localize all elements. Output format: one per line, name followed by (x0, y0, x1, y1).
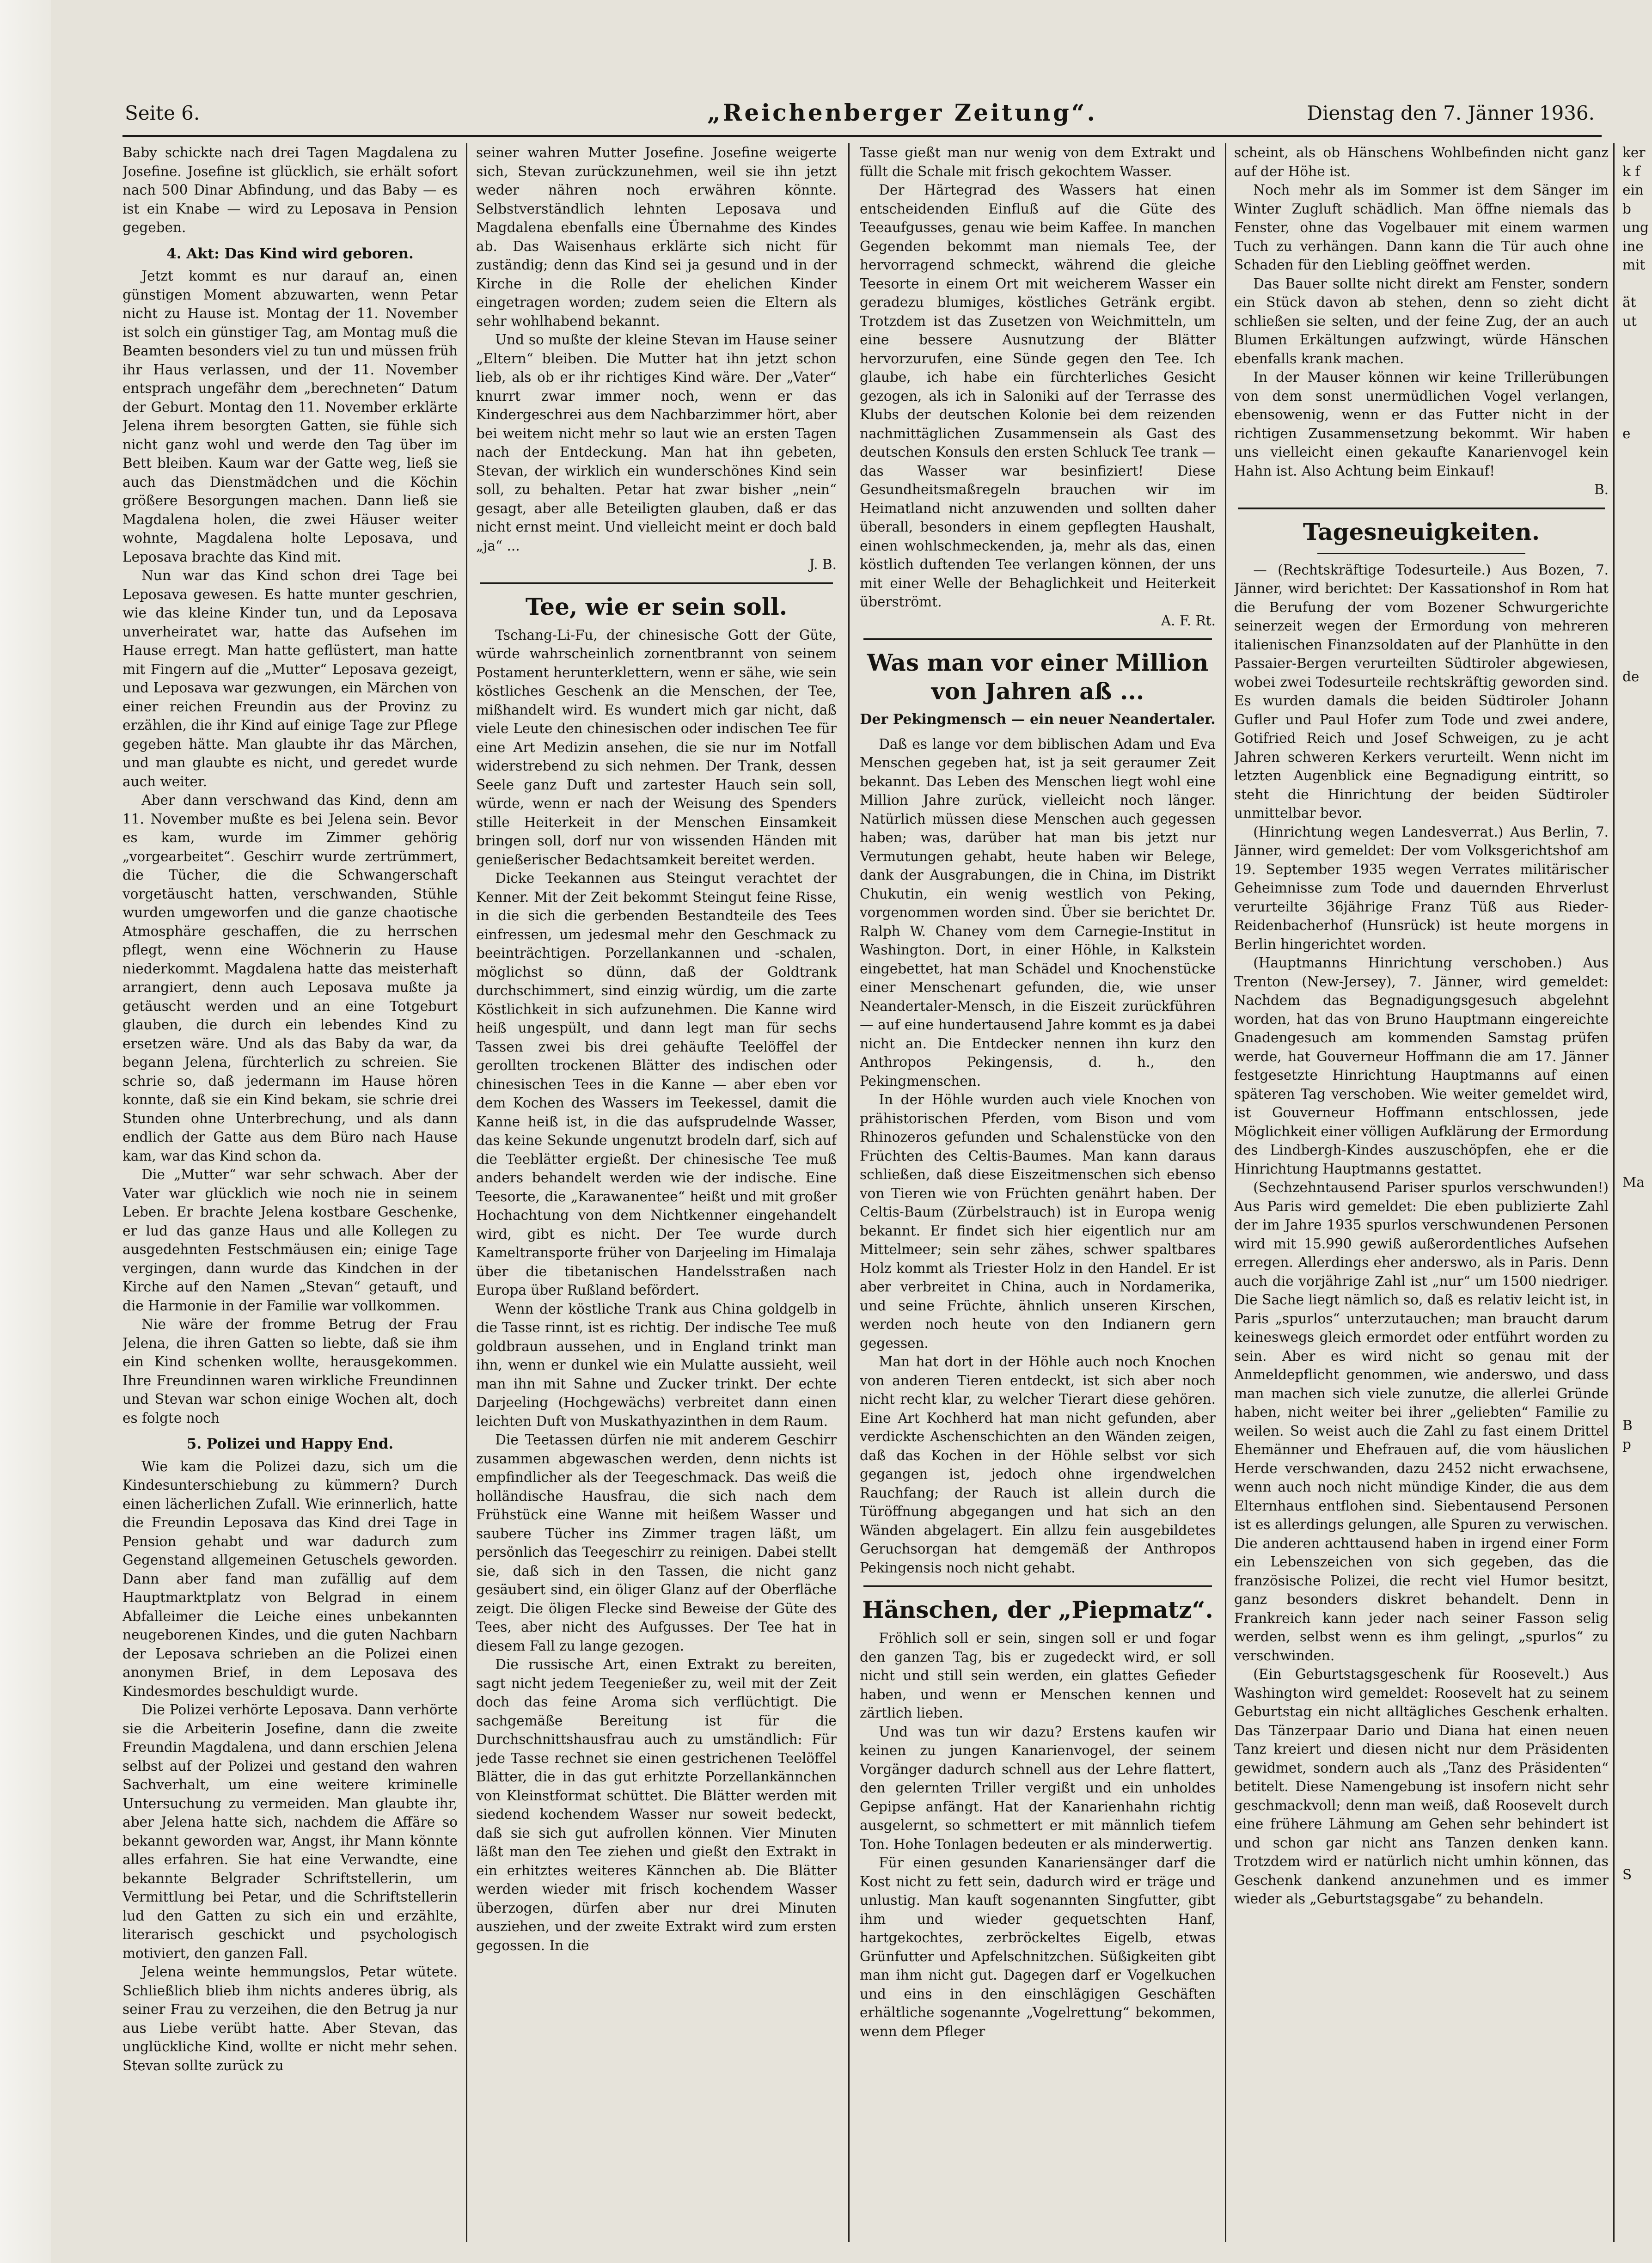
cutoff-line: ut (1622, 313, 1637, 329)
cutoff-line (1622, 705, 1652, 724)
cutoff-line (1622, 1248, 1652, 1267)
article-title: Was man vor einer Million von Jahren aß ... (867, 649, 1209, 705)
cutoff-line (1622, 1547, 1652, 1566)
column-1 (122, 143, 458, 2242)
paragraph: Und so mußte der kleine Stevan im Hause seiner „Eltern“ bleiben. Die Mutter hat ihn jetzt schon lieb, als ob er ihr richtiges Kind wäre. Der „Vater“ knurrt zwar immer noch, wenn er das Kindergeschrei aus dem Nachbarzimmer hört, aber bei weitem nicht mehr so laut wie an ersten Tagen nach der Entdeckung. Man hat ihn gebeten, Stevan, der wirklich ein wunderschönes Kind sein soll, zu behalten. Petar hat zwar bisher „nein“ gesagt, aber alle Beteiligten glauben, daß er das nicht ernst meint. Und vielleicht meint er doch bald „ja“ ... (476, 332, 837, 554)
article-separator (863, 638, 1212, 640)
section-heading: 4. Akt: Das Kind wird geboren. (166, 245, 414, 262)
cutoff-line (1622, 892, 1652, 911)
author-signature: J. B. (809, 557, 837, 572)
cutoff-line (1622, 555, 1652, 574)
paragraph: In der Mauser können wir keine Trillerübungen von dem sonst unermüdlichen Vogel verlangen, ebensowenig, wenn er das Futter nicht in der richtigen Zusammensetzung bekommt. Wir haben uns vielleicht einen gekaufte Kanarienvogel kein Hahn ist. Also Achtung beim Einkauf! (1234, 369, 1609, 479)
cutoff-line (1622, 1004, 1652, 1023)
cutoff-line (1622, 537, 1652, 556)
header-rule (122, 135, 1602, 137)
cutoff-line: ine (1622, 238, 1644, 254)
column-rule (1613, 143, 1615, 2242)
paragraph: Nun war das Kind schon drei Tage bei Leposava gewesen. Es hatte munter geschrien, wie das kleine Kinder tun, und da Leposava unverheiratet war, hatte das Aufsehen im Hause erregt. Man hatte geflüstert, man hatte mit Fingern auf die „Mutter“ Leposava gezeigt, und Leposava war gezwungen, ein Märchen von einer reichen Freundin aus der Provinz zu erzählen, die ihr Kind auf einige Tage zur Pflege gegeben hätte. Man glaubte ihr das Märchen, und man glaubte es nicht, und geredet wurde auch weiter. (122, 568, 458, 789)
cutoff-line (1622, 349, 1652, 368)
cutoff-line (1622, 2147, 1652, 2165)
news-item: (Ein Geburtstagsgeschenk für Roosevelt.) Aus Washington wird gemeldet: Roosevelt hat zu seinem Geburtstag ein nicht alltägliches Geschenk erhalten. Das Tänzerpaar Dario und Diana hat einen neuen Tanz kreiert und diesen nicht nur dem Präsidenten gewidmet, sondern auch als „Tanz des Präsidenten“ betitelt. Diese Namengebung ist insofern nicht sehr geschmackvoll; denn man weiß, daß Roosevelt durch eine frühere Lähmung am Gehen sehr behindert ist und schon gar nicht ans Tanzen denken kann. Trotzdem wird er natürlich nicht umhin können, das Geschenk dankend anzunehmen und es immer wieder als „Geburtstagsgabe“ zu behandeln. (1234, 1666, 1609, 1907)
paragraph: Für einen gesunden Kanariensänger darf die Kost nicht zu fett sein, dadurch wird er träge und unlustig. Man kauft sogenannten Singfutter, gibt ihm und wieder gequetschten Hanf, hartgekochtes, zerbröckeltes Eigelb, etwas Grünfutter und Apfelschnitzchen. Süßigkeiten gibt man ihm nicht gut. Dagegen darf er Vogelkuchen und eins in den einschlägigen Geschäften erhältliche sogenannte „Vogelrettung“ bekommen, wenn dem Pfleger (860, 1855, 1216, 2039)
cutoff-line (1622, 874, 1652, 893)
column-rule (848, 143, 850, 2242)
cutoff-line (1622, 686, 1652, 705)
cutoff-line (1622, 930, 1652, 948)
cutoff-line (1622, 368, 1652, 387)
cutoff-line: ät (1622, 294, 1636, 310)
cutoff-line (1622, 405, 1652, 424)
cutoff-line (1622, 443, 1652, 462)
paragraph: Aber dann verschwand das Kind, denn am 11. November mußte es bei Jelena sein. Bevor es kam, wurde im Zimmer gehörig „vorgearbeitet“. Geschirr wurde zertrümmert, die Tücher, die die Schwangerschaft vorgetäuscht hatten, verschwanden, Stühle wurden umgeworfen und die ganze chaotische Atmosphäre geschaffen, die zu herrschen pflegt, wenn eine Wöchnerin zu Hause niederkommt. Magdalena hatte das meisterhaft arrangiert, denn auch Leposava mußte ja getäuscht werden und an eine Totgeburt glauben, die durch ein lebendes Kind zu ersetzen wäre. Und als das Baby da war, da begann Jelena, fürchterlich zu schreien. Sie schrie so, daß jedermann im Hause hören konnte, daß sie ein Kind bekam, sie schrie drei Stunden ohne Unterbrechung, und als dann endlich der Gatte aus dem Büro nach Hause kam, war das Kind schon da. (122, 792, 458, 1164)
cutoff-line (1622, 986, 1652, 1005)
scan-margin (0, 0, 51, 2263)
cutoff-line (1622, 1810, 1652, 1829)
cutoff-line (1622, 1454, 1652, 1473)
column-4 (1234, 143, 1609, 2242)
cutoff-line: k f (1622, 163, 1640, 179)
cutoff-line: p (1622, 1436, 1631, 1452)
cutoff-line (1622, 1117, 1652, 1136)
cutoff-line (1622, 1678, 1652, 1697)
cutoff-line (1622, 1529, 1652, 1547)
cutoff-line (1622, 330, 1652, 349)
cutoff-line (1622, 2109, 1652, 2128)
news-item: (Sechzehntausend Pariser spurlos verschwunden!) Aus Paris wird gemeldet: Die eben publizierte Zahl der im Jahre 1935 spurlos verschwundenen Personen wird mit 15.990 gewiß außerordentliches Aufsehen erregen. Allerdings eher anderswo, als in Paris. Denn auch die vorjährige Zahl ist „nur“ um 1500 niedriger. Die Sache liegt nämlich so, daß es relativ leicht ist, in Paris „spurlos“ unterzutauchen; man braucht darum keineswegs gleich ermordet oder entführt worden zu sein. Aber es wird nicht so genau mit der Anmeldepflicht genommen, wie anderswo, und dass man machen sich viele zunutze, die allerlei Gründe haben, nicht weiter bei ihrer „geliebten“ Familie zu weilen. So weist auch die Zahl zu fast einem Drittel Ehemänner und Ehefrauen auf, die vom häuslichen Herde verschwanden, dazu 2452 nicht erwachsene, wenn auch noch nicht mündige Kinder, die aus dem Elternhaus entflohen sind. Siebentausend Personen ist es allerdings gelungen, alle Spuren zu verwischen. Die anderen achttausend haben in irgend einer Form ein Lebenszeichen von sich gegeben, das die französische Polizei, die recht viel Humor besitzt, ganz besonders diskret behandelt. Denn in Frankreich kann jeder nach seiner Fasson selig werden, selbst wenn es ihm gelingt, „spurlos“ zu verschwinden. (1234, 1180, 1609, 1664)
cutoff-line (1622, 1641, 1652, 1660)
cutoff-line (1622, 593, 1652, 612)
cutoff-line (1622, 2090, 1652, 2109)
cutoff-line (1622, 1154, 1652, 1173)
cutoff-line (1622, 480, 1652, 499)
column-rule (466, 143, 467, 2242)
column-rule (1225, 143, 1226, 2242)
cutoff-line (1622, 1828, 1652, 1847)
cutoff-line (1622, 387, 1652, 406)
cutoff-line (1622, 2072, 1652, 2091)
column-2 (476, 143, 837, 2242)
cutoff-line (1622, 1360, 1652, 1379)
cutoff-line (1622, 1753, 1652, 1772)
cutoff-line (1622, 1959, 1652, 1978)
cutoff-line (1622, 1023, 1652, 1042)
paragraph: Der Härtegrad des Wassers hat einen entscheidenden Einfluß auf die Güte des Teeaufgusses, genau wie beim Kaffee. In manchen Gegenden bekommt man niemals Tee, der hervorragend schmeckt, während die gleiche Teesorte in einem Ort mit weicherem Wasser ein geradezu blumiges, köstliches Getränk ergibt. Trotzdem ist das Zusetzen von Weichmitteln, um eine bessere Ausnutzung der Blätter hervorzurufen, eine Sünde gegen den Tee. Ich glaube, ich habe ein fürchterliches Gesicht gezogen, als ich in Saloniki auf der Terrasse des Klubs der deutschen Kolonie bei dem reizenden nachmittäglichen Zusammensein als Gast des deutschen Konsuls den ersten Schluck Tee trank — das Wasser war besinfiziert! Diese Gesundheitsmaßregeln brauchen wir im Heimatland nicht anzuwenden und sollten daher überall, besonders in einem gepflegten Haushalt, einen wohlschmeckenden, ja, mehr als das, einen köstlich duftenden Tee verlangen können, der uns mit einer Welle der Behaglichkeit und Heiterkeit überströmt. (860, 182, 1216, 610)
cutoff-line (1622, 836, 1652, 855)
cutoff-line (1622, 2202, 1652, 2221)
page-number: Seite 6. (125, 102, 200, 124)
cutoff-line (1622, 2221, 1652, 2240)
paragraph: Wie kam die Polizei dazu, sich um die Kindesunterschiebung zu kümmern? Durch einen lächerlichen Zufall. Wie erinnerlich, hatte die Freundin Leposava das Kind drei Tage in Pension gehabt und war dadurch zum Gegenstand allgemeinen Getuschels geworden. Dann aber fand man zufällig auf dem Hauptmarktplatz von Belgrad in einem Abfalleimer die Leiche eines unbekannten neugeborenen Kindes, und die guten Nachbarn der Leposava schrieben an die Polizei einen anonymen Brief, in dem Leposava des Kindesmordes beschuldigt wurde. (122, 1458, 458, 1699)
cutoff-line (1622, 518, 1652, 537)
paragraph: Das Bauer sollte nicht direkt am Fenster, sondern ein Stück davon ab stehen, denn so zieht dicht schließen sie selten, und der feine Zug, der an auch Blumen Erkältungen aufzwingt, würde Hänschen ebenfalls krank machen. (1234, 275, 1609, 367)
cutoff-line (1622, 1266, 1652, 1285)
cutoff-line (1622, 1510, 1652, 1529)
cutoff-line (1622, 1884, 1652, 1903)
cutoff-line: mit (1622, 257, 1646, 273)
paragraph: Tschang-Li-Fu, der chinesische Gott der Güte, würde wahrscheinlich zornentbrannt von seinem Postament herunterklettern, wenn er sähe, wie sein köstliches Geschenk an die Menschen, der Tee, mißhandelt wird. Es wundert mich gar nicht, daß viele Leute den chinesischen oder indischen Tee für eine Art Medizin ansehen, die sie nur im Notfall widerstrebend zu sich nehmen. Der Trank, dessen Seele ganz Duft und zartester Hauch sein soll, würde, wenn er nach der Weisung des Spenders stille Heiterkeit in der Menschen Einsamkeit bringen soll, dorf nur von wissenden Händen mit genießerischer Bedachtsamkeit bereitet werden. (476, 627, 837, 868)
paragraph: Baby schickte nach drei Tagen Magdalena zu Josefine. Josefine ist glücklich, sie erhält sofort nach 500 Dinar Abfindung, und das Baby — es ist ein Knabe — wird zu Leposava in Pension gegeben. (122, 145, 458, 235)
cutoff-line (1622, 1211, 1652, 1229)
cutoff-line: e (1622, 425, 1631, 441)
paragraph: Und was tun wir dazu? Erstens kaufen wir keinen zu jungen Kanarienvogel, der seinem Vorgänger dadurch schnell aus der Lehre flattert, den gelernten Triller vergißt und ein unholdes Gepipse anfängt. Hat der Kanarienhahn richtig ausgelernt, so schmettert er mit männlich tiefem Ton. Hohe Tonlagen bedeuten er als minderwertig. (860, 1724, 1216, 1852)
paragraph: Die Teetassen dürfen nie mit anderem Geschirr zusammen abgewaschen werden, denn nichts ist empfindlicher als der Teegeschmack. Das weiß die holländische Hausfrau, die sich nach dem Frühstück eine Wanne mit heißem Wasser und saubere Tücher ins Zimmer tragen läßt, um persönlich das Teegeschirr zu reinigen. Dabei stellt sie, daß sich in den Tassen, die nicht ganz gesäubert sind, ein öliger Glanz auf der Oberfläche zeigt. Die öligen Flecke sind Beweise der Güte des Tees, aber nicht des Aufgusses. Der Tee hat in diesem Fall zu lange gezogen. (476, 1432, 837, 1654)
cutoff-line (1622, 1398, 1652, 1417)
paragraph: Wenn der köstliche Trank aus China goldgelb in die Tasse rinnt, ist es richtig. Der indische Tee muß goldbraun aussehen, und in England trinkt man ihn, wenn er dunkel wie ein Mulatte aussieht, weil man ihn mit Sahne und Zucker trinkt. Der echte Darjeeling (Hochgewächs) verbreitet dann einen leichten Duft von Muskathyazinthen in dem Raum. (476, 1301, 837, 1429)
paragraph: seiner wahren Mutter Josefine. Josefine weigerte sich, Stevan zurückzunehmen, weil sie ihn jetzt weder nähren noch erwähren könnte. Selbstverständlich lehnten Leposava und Magdalena ebenfalls eine Übernahme des Kindes ab. Das Waisenhaus erklärte sich nicht für zuständig; denn das Kind sei ja gesund und in der Kirche in die Rolle der ehelichen Kinder eingetragen worden; zudem seien die Eltern als sehr wohlhabend bekannt. (476, 145, 837, 329)
section-title: Tagesneuigkeiten. (1303, 518, 1540, 545)
cutoff-line (1622, 780, 1652, 799)
paragraph: Fröhlich soll er sein, singen soll er und fogar den ganzen Tag, bis er zugedeckt wird, er soll nicht und still sein werden, ein glattes Gefieder haben, und wenn er Menschen kennen und zärtlich lieben. (860, 1630, 1216, 1721)
cutoff-line (1622, 1735, 1652, 1754)
cutoff-line (1622, 1341, 1652, 1360)
paragraph: In der Höhle wurden auch viele Knochen von prähistorischen Pferden, vom Bison und vom Rhinozeros gefunden und Schalenstücke von den Früchten des Celtis-Baumes. Man kann daraus schließen, daß diese Eiszeitmenschen sich ebenso von Tieren wie von Früchten genährt haben. Der Celtis-Baum (Zürbelstrauch) ist in Europa wenig bekannt. Er findet sich hier eigentlich nur am Mittelmeer; sein sehr zähes, schwer spaltbares Holz kommt als Triester Holz in den Handel. Er ist aber verbreitet in China, auch in Nordamerika, und seine Früchte, ähnlich unseren Kirschen, werden noch heute von den Indianern gern gegessen. (860, 1092, 1216, 1351)
cutoff-line (1622, 1304, 1652, 1323)
cutoff-line (1622, 2184, 1652, 2203)
cutoff-line (1622, 1622, 1652, 1641)
cutoff-line: ein (1622, 182, 1644, 198)
paragraph: Jetzt kommt es nur darauf an, einen günstigen Moment abzuwarten, wenn Petar nicht zu Hause ist. Montag der 11. November ist solch ein günstiger Tag, am Montag muß die Beamten besonders viel zu tun und müssen früh ihr Haus verlassen, und der 11. November entsprach ungefähr dem „berechneten“ Datum der Geburt. Montag den 11. November erklärte Jelena ihrem besorgten Gatten, sie fühle sich nicht ganz wohl und werde den Tag über im Bett bleiben. Kaum war der Gatte weg, ließ sie auch das Dienstmädchen und die Köchin größere Besorgungen machen. Dann ließ sie Magdalena holen, die zwei Häuser weiter wohnte, Magdalena holte Leposava, und Leposava brachte das Kind mit. (122, 268, 458, 565)
cutoff-line (1622, 799, 1652, 818)
article-separator (480, 582, 833, 584)
cutoff-line: de (1622, 669, 1640, 685)
article-separator (863, 1585, 1212, 1587)
news-item: (Hauptmanns Hinrichtung verschoben.) Aus Trenton (New-Jersey), 7. Jänner, wird gemeldet: Nachdem das Begnadigungsgesuch abgelehnt worden, hat das von Bruno Hauptmann eingereichte Gnadengesuch am kommenden Samstag prüfen werde, hat Gouverneur Hoffmann die am 17. Jänner festgesetzte Hinrichtung Hauptmanns auf einen späteren Tag verschoben. Wie weiter gemeldet wird, ist Gouverneur Hoffmann entschlossen, jede Möglichkeit einer völligen Aufklärung der Ermordung des Lindbergh-Kindes auszuschöpfen, ehe er die Hinrichtung Hauptmanns gestattet. (1234, 955, 1609, 1177)
cutoff-line (1622, 1192, 1652, 1211)
page-header (125, 97, 1595, 129)
cutoff-line: b (1622, 201, 1631, 217)
cutoff-line (1622, 2015, 1652, 2034)
cutoff-line (1622, 761, 1652, 780)
paragraph: Die Polizei verhörte Leposava. Dann verhörte sie die Arbeiterin Josefine, dann die zweite Freundin Magdalena, und dann erschien Jelena selbst auf der Polizei und gestand den wahren Sachverhalt, um eine weitere kriminelle Untersuchung zu vermeiden. Man glaubte ihr, aber Jelena hatte sich, nachdem die Affäre so bekannt geworden war, Angst, ihr Mann könnte alles erfahren. Sie hat eine Verwandte, eine bekannte Belgrader Schriftstellerin, um Vermittlung bei Petar, und die Schriftstellerin lud den Gatten zu sich ein und erzählte, literarisch geschickt und psychologisch motiviert, den ganzen Fall. (122, 1702, 458, 1961)
paragraph: Jelena weinte hemmungslos, Petar wütete. Schließlich blieb ihm nichts anderes übrig, als seiner Frau zu verzeihen, die den Betrug ja nur aus Liebe verübt hatte. Aber Stevan, das unglückliche Kind, wollte er nicht mehr sehen. Stevan sollte zurück zu (122, 1964, 458, 2073)
cutoff-line (1622, 1847, 1652, 1866)
cutoff-line (1622, 2053, 1652, 2072)
cutoff-line (1622, 2165, 1652, 2184)
cutoff-line (1622, 1379, 1652, 1398)
paragraph: Tasse gießt man nur wenig von dem Extrakt und füllt die Schale mit frisch gekochtem Wasser. (860, 145, 1216, 179)
paragraph: scheint, als ob Hänschens Wohlbefinden nicht ganz auf der Höhe ist. (1234, 145, 1609, 179)
cutoff-line (1622, 911, 1652, 930)
article-title: Hänschen, der „Piepmatz“. (862, 1596, 1213, 1623)
cutoff-line (1622, 1136, 1652, 1155)
cutoff-line (1622, 2240, 1652, 2242)
cutoff-line (1622, 1323, 1652, 1342)
cutoff-line (1622, 1566, 1652, 1585)
cutoff-line (1622, 1285, 1652, 1304)
cutoff-line: Ma (1622, 1174, 1645, 1190)
article-separator (1238, 508, 1605, 509)
paragraph: Die russische Art, einen Extrakt zu bereiten, sagt nicht jedem Teegenießer zu, weil mit der Zeit doch das feine Aroma sich verflüchtigt. Die sachgemäße Bereitung ist für die Durchschnittshausfrau auch zu umständlich: Für jede Tasse rechnet sie einen gestrichenen Teelöffel Blätter, die in das gut erhitzte Porzellankännchen von Kleinstformat schüttet. Die Blätter werden mit siedend kochendem Wasser nur soweit bedeckt, daß sie sich gut aufrollen können. Vier Minuten läßt man den Tee ziehen und gießt den Extrakt in ein erhitztes weiteres Kännchen ab. Die Blätter werden wieder mit frisch kochendem Wasser überzogen, dürfen aber nur drei Minuten ausziehen, und der zweite Extrakt wird zum ersten gegossen. In die (476, 1657, 837, 1953)
cutoff-line (1622, 1473, 1652, 1492)
cutoff-line (1622, 499, 1652, 518)
cutoff-line (1622, 742, 1652, 761)
cutoff-line (1622, 1772, 1652, 1791)
section-heading: 5. Polizei und Happy End. (186, 1436, 394, 1452)
cutoff-line (1622, 1585, 1652, 1604)
cutoff-line: B (1622, 1418, 1633, 1433)
cutoff-line (1622, 1603, 1652, 1622)
cutoff-line (1622, 1098, 1652, 1117)
cutoff-line (1622, 1079, 1652, 1098)
cutoff-line (1622, 612, 1652, 630)
cutoff-line (1622, 630, 1652, 649)
cutoff-line: S (1622, 1867, 1632, 1883)
cutoff-line (1622, 1660, 1652, 1679)
paragraph: Die „Mutter“ war sehr schwach. Aber der Vater war glücklich wie noch nie in seinem Leben. Er brachte Jelena kostbare Geschenke, er lud das ganze Haus und alle Kollegen zu ausgedehnten Festschmäusen ein; einige Tage vergingen, dann wurde das Kindchen in der Kirche auf den Namen „Stevan“ getauft, und die Harmonie in der Familie war vollkommen. (122, 1167, 458, 1314)
author-signature: A. F. Rt. (1161, 612, 1216, 629)
cutoff-line (1622, 2128, 1652, 2147)
cutoff-line (1622, 967, 1652, 986)
news-item: — (Rechtskräftige Todesurteile.) Aus Bozen, 7. Jänner, wird berichtet: Der Kassationshof in Rom hat die Berufung der vom Bozener Schwurgerichte seinerzeit wegen der Ermordung von mehreren italienischen Finanzsoldaten auf der Planhütte in den Passaier-Bergen verurteilten Südtiroler abgewiesen, wobei zwei Todesurteile rechtskräftig geworden sind. Es wurden damals die beiden Südtiroler Johann Gufler und Paul Hofer zum Tode und zwei andere, Gotifried Reich und Josef Schweigen, zu je acht Jahren schweren Kerkers verurteilt. Wenn nicht im letzten Augenblick eine Begnadigung eintritt, so steht die Hinrichtung der beiden Südtiroler unmittelbar bevor. (1234, 562, 1609, 821)
article-title: Tee, wie er sein soll. (525, 593, 788, 620)
paragraph: Man hat dort in der Höhle auch noch Knochen von anderen Tieren entdeckt, ist sich aber noch nicht recht klar, zu welcher Tierart diese gehören. Eine Art Kochherd hat man nicht gefunden, aber verdickte Aschenschichten an den Wänden zeigen, daß das Kochen in der Höhle selbst vor sich gegangen ist, jedoch ohne irgendwelchen Rauchfang; der Rauch ist allein durch die Türöffnung abgegangen und hat sich an den Wänden abgelagert. Ein allzu fein ausgebildetes Geruchsorgan hat demgemäß der Anthropos Pekingensis noch nicht gehabt. (860, 1354, 1216, 1576)
cutoff-line: ung (1622, 220, 1649, 235)
cutoff-line (1622, 1791, 1652, 1810)
author-signature: B. (1594, 482, 1609, 497)
cutoff-line (1622, 855, 1652, 874)
cutoff-line (1622, 462, 1652, 481)
paragraph: Noch mehr als im Sommer ist dem Sänger im Winter Zugluft schädlich. Man öffne niemals das Fenster, ohne das Vogelbauer mit einem warmen Tuch zu verhängen. Dann kann die Tür auch ohne Schaden für den Liebling geöffnet werden. (1234, 182, 1609, 273)
cutoff-line (1622, 1978, 1652, 1997)
cutoff-line (1622, 1997, 1652, 2016)
cutoff-line (1622, 1922, 1652, 1941)
cutoff-line (1622, 1061, 1652, 1080)
article-subtitle: Der Pekingmensch — ein neuer Neandertaler. (860, 711, 1216, 728)
cutoff-line (1622, 574, 1652, 593)
column-5-cutoff (1622, 143, 1652, 2242)
newspaper-title: „Reichenberger Zeitung“. (707, 99, 1097, 126)
news-item: (Hinrichtung wegen Landesverrat.) Aus Berlin, 7. Jänner, wird gemeldet: Der vom Volksgerichtshof am 19. September 1935 wegen Verrates militärischer Geheimnisse zum Tode und dauernden Ehrverlust verurteilte 36jährige Franz Tüß aus Rieder-Reidenbacherhof (Hunsrück) ist heute morgens in Berlin hingerichtet worden. (1234, 824, 1609, 952)
cutoff-line: ker (1622, 145, 1646, 160)
cutoff-line (1622, 1903, 1652, 1922)
cutoff-line (1622, 649, 1652, 668)
title-underline (1317, 553, 1525, 554)
cutoff-line (1622, 1716, 1652, 1735)
paragraph: Dicke Teekannen aus Steingut verachtet der Kenner. Mit der Zeit bekommt Steingut feine Risse, in die sich die gerbenden Bestandteile des Tees einfressen, um jedesmal mehr den Geschmack zu beeinträchtigen. Porzellankannen und -schalen, möglichst so dünn, daß der Goldtrank durchschimmert, sind einzig würdig, um die zarte Köstlichkeit in sich aufzunehmen. Die Kanne wird heiß ungespült, und dann legt man für sechs Tassen zwei bis drei gehäufte Teelöffel der gerollten trockenen Blätter des indischen oder chinesischen Tees in die Kanne — aber eben vor dem Kochen des Wassers im Teekessel, damit die Kanne heiß ist, in die das aufsprudelnde Wasser, das keine Sekunde ungenutzt brodeln darf, sich auf die Teeblätter ergießt. Der chinesische Tee muß anders behandelt werden wie der indische. Eine Teesorte, die „Karawanentee“ heißt und mit großer Hochachtung von dem Nichtkenner eingehandelt wird, gibt es nicht. Der Tee wurde durch Kameltransporte früher von Darjeeling im Himalaja über die tibetanischen Handelsstraßen nach Europa über Rußland befördert. (476, 870, 837, 1298)
cutoff-line (1622, 2034, 1652, 2053)
cutoff-line (1622, 1229, 1652, 1248)
cutoff-line (1622, 1697, 1652, 1716)
cutoff-line (1622, 817, 1652, 836)
cutoff-line (1622, 724, 1652, 743)
paragraph: Daß es lange vor dem biblischen Adam und Eva Menschen gegeben hat, ist ja seit geraumer Zeit bekannt. Das Leben des Menschen liegt wohl eine Million Jahre zurück, vielleicht noch länger. Natürlich müssen diese Menschen auch gegessen haben; was, darüber hat man bis jetzt nur Vermutungen gehabt, heute haben wir Belege, dank der Ausgrabungen, die in China, im Distrikt Chukutin, ein wenig westlich von Peking, vorgenommen worden sind. Über sie berichtet Dr. Ralph W. Chaney vom dem Carnegie-Institut in Washington. Dort, in einer Höhle, in Kalkstein eingebettet, hat man Schädel und Knochenstücke einer Menschenart gefunden, die, wie unser Neandertaler-Mensch, in die Eiszeit zurückführen — auf eine hundertausend Jahre kommt es ja dabei nicht an. Die Entdecker nennen ihn kurz den Anthropos Pekingensis, d. h., den Pekingmenschen. (860, 736, 1216, 1089)
column-3 (860, 143, 1216, 2242)
cutoff-line (1622, 948, 1652, 967)
cutoff-line (1622, 1491, 1652, 1510)
cutoff-line (1622, 1940, 1652, 1959)
cutoff-line (1622, 275, 1652, 294)
paragraph: Nie wäre der fromme Betrug der Frau Jelena, die ihren Gatten so liebte, daß sie ihm ein Kind schenken wollte, herausgekommen. Ihre Freundinnen waren wirkliche Freundinnen und Stevan war schon einige Wochen alt, doch es folgte noch (122, 1316, 458, 1426)
cutoff-line (1622, 1042, 1652, 1061)
issue-date: Dienstag den 7. Jänner 1936. (1307, 102, 1595, 124)
